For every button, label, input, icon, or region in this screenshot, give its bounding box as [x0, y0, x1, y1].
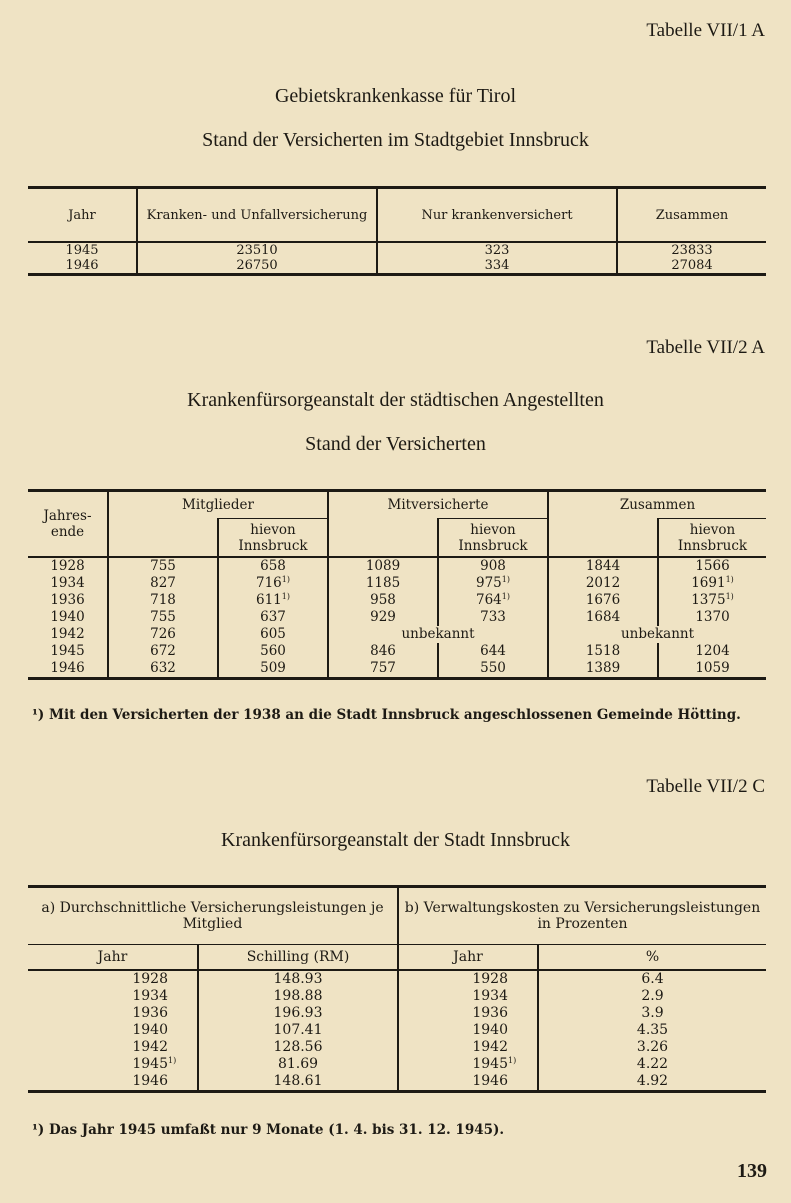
t3-year-b: 1940	[472, 1022, 508, 1038]
t2-cell: 1375$^{1)}$	[658, 592, 766, 609]
t3-cell: 2.9	[538, 988, 766, 1005]
t2-header-hievon-1: hievon Innsbruck	[218, 519, 328, 558]
t2-cell: 755	[150, 609, 176, 625]
t3-year-b: 1945	[472, 1056, 508, 1072]
t3-cell: 107.41	[198, 1022, 398, 1039]
table3-footnote: ¹) Das Jahr 1945 umfaßt nur 9 Monate (1. 4. bis 31. 12. 1945).	[32, 1122, 505, 1138]
table-row	[28, 988, 766, 1005]
table2-subtitle: Stand der Versicherten	[305, 433, 486, 455]
t1-cell: 23510	[137, 242, 377, 258]
t2-year: 1940	[28, 609, 108, 626]
t1-cell: 1945	[28, 242, 137, 258]
t2-cell: 1185	[365, 575, 401, 591]
table-row	[28, 592, 766, 609]
t3-year-b: 1936	[472, 1005, 508, 1021]
t1-cell: 323	[377, 242, 617, 258]
t2-year: 1946	[28, 660, 108, 679]
t3-header-b: b) Verwaltungskosten zu Versicherungsleistungen in Prozenten	[404, 900, 761, 932]
t3-header-a: a) Durchschnittliche Versicherungsleistungen je Mitglied	[28, 887, 398, 945]
t2-unknown: unbekannt	[328, 626, 548, 643]
t2-cell: 637	[218, 609, 328, 626]
table2-title: Krankenfürsorgeanstalt der städtischen Angestellten	[187, 389, 604, 411]
t2-year: 1936	[28, 592, 108, 609]
t2-cell: 716$^{1)}$	[218, 575, 328, 592]
t2-cell: 1676	[585, 592, 621, 608]
t2-cell: 733	[438, 609, 548, 626]
t3-cell: 4.92	[538, 1073, 766, 1092]
t2-header-mitversicherte: Mitversicherte	[328, 491, 548, 519]
t2-cell: 632	[150, 660, 176, 676]
t2-header-hievon-2: hievon Innsbruck	[438, 519, 548, 558]
table1-title: Gebietskrankenkasse für Tirol	[274, 85, 517, 107]
t3-header-jahr-a: Jahr	[28, 945, 198, 971]
t2-header-year: Jahres-ende	[28, 491, 108, 558]
t2-header-blank	[328, 519, 438, 558]
t2-cell: 1089	[365, 558, 401, 574]
t2-cell: 718	[150, 592, 176, 608]
table-row	[28, 242, 766, 258]
t3-year-a: 1942	[132, 1039, 168, 1055]
table2-label: Tabelle VII/2 A	[646, 337, 765, 358]
t2-cell: 757	[370, 660, 396, 676]
t2-cell: 1518	[585, 643, 621, 659]
t2-header-hievon-3: hievon Innsbruck	[658, 519, 766, 558]
t3-cell: 4.22	[538, 1056, 766, 1073]
t2-cell: 1204	[658, 643, 766, 660]
t2-cell: 1370	[658, 609, 766, 626]
t1-cell: 23833	[671, 243, 713, 258]
t3-year-a: 1946	[132, 1073, 168, 1089]
t2-cell: 672	[150, 643, 176, 659]
t3-cell: 148.61	[198, 1073, 398, 1092]
table-row	[28, 557, 766, 575]
t3-cell: 6.4	[538, 970, 766, 988]
t2-unknown: unbekannt	[620, 626, 695, 642]
t3-year-b: 1946	[472, 1073, 508, 1089]
t1-header-nur-kranken: Nur krankenversichert	[377, 188, 617, 243]
t3-year-b: 1934	[472, 988, 508, 1004]
t3-cell: 128.56	[198, 1039, 398, 1056]
t2-cell: 2012	[585, 575, 621, 591]
table1-subtitle: Stand der Versicherten im Stadtgebiet Innsbruck	[202, 129, 589, 151]
t2-cell: 509	[218, 660, 328, 679]
table-row	[28, 1073, 766, 1092]
t2-cell: 755	[150, 558, 176, 574]
table-row	[28, 1039, 766, 1056]
t2-year: 1942	[28, 626, 108, 643]
t3-cell: 196.93	[198, 1005, 398, 1022]
table3-title: Krankenfürsorgeanstalt der Stadt Innsbruck	[221, 829, 570, 851]
t2-year: 1928	[28, 557, 108, 575]
t2-cell: 846	[370, 643, 396, 659]
t2-cell: 958	[370, 592, 396, 608]
t2-cell: 827	[150, 575, 176, 591]
t3-year-a: 1945	[132, 1056, 168, 1072]
t2-cell: 764$^{1)}$	[438, 592, 548, 609]
t2-cell: 1059	[658, 660, 766, 679]
t1-cell: 334	[377, 258, 617, 275]
t2-cell: 658	[218, 557, 328, 575]
t3-header-jahr-b: Jahr	[398, 945, 538, 971]
t2-header-mitglieder: Mitglieder	[108, 491, 328, 519]
t1-header-kranken-unfall: Kranken- und Unfallversicherung	[137, 188, 377, 243]
table1-label: Tabelle VII/1 A	[646, 20, 765, 41]
table1	[28, 186, 766, 276]
table-row	[28, 1022, 766, 1039]
table2-footnote: ¹) Mit den Versicherten der 1938 an die Stadt Innsbruck angeschlossenen Gemeinde Hötting.	[32, 707, 741, 723]
t3-year-a: 1940	[132, 1022, 168, 1038]
table-row	[28, 970, 766, 988]
t2-cell: 1684	[585, 609, 621, 625]
table3	[28, 885, 766, 1093]
table3-label: Tabelle VII/2 C	[646, 776, 765, 797]
t1-cell: 1946	[28, 258, 137, 275]
t2-cell: 1691$^{1)}$	[658, 575, 766, 592]
t2-cell: 1566	[658, 557, 766, 575]
t2-cell: 726	[150, 626, 176, 642]
t2-year: 1934	[28, 575, 108, 592]
t1-cell: 26750	[137, 258, 377, 275]
t1-header-zusammen: Zusammen	[617, 188, 766, 243]
table-row	[28, 575, 766, 592]
t1-header-year: Jahr	[28, 188, 137, 243]
t2-cell: 908	[438, 557, 548, 575]
t2-cell: 644	[438, 643, 548, 660]
t3-cell: 3.26	[538, 1039, 766, 1056]
table2	[28, 489, 766, 680]
t2-header-blank	[548, 519, 658, 558]
t3-year-b: 1942	[472, 1039, 508, 1055]
table-row	[28, 660, 766, 679]
table-row	[28, 1005, 766, 1022]
t3-header-schilling: Schilling (RM)	[198, 945, 398, 971]
t3-year-a: 1936	[132, 1005, 168, 1021]
t2-cell: 975$^{1)}$	[438, 575, 548, 592]
t3-cell: 4.35	[538, 1022, 766, 1039]
t2-cell: 560	[218, 643, 328, 660]
t2-header-blank	[108, 519, 218, 558]
t2-cell: 1389	[585, 660, 621, 676]
t3-header-percent: %	[538, 945, 766, 971]
page-number: 139	[737, 1160, 767, 1182]
t2-cell: 605	[218, 626, 328, 643]
t1-cell: 27084	[671, 258, 713, 273]
t2-cell: 611$^{1)}$	[218, 592, 328, 609]
t3-year-a: 1928	[132, 971, 168, 987]
t2-cell: 929	[370, 609, 396, 625]
t2-cell: 1844	[585, 558, 621, 574]
t2-year: 1945	[28, 643, 108, 660]
t3-cell: 3.9	[538, 1005, 766, 1022]
t3-cell: 198.88	[198, 988, 398, 1005]
t2-header-zusammen: Zusammen	[619, 497, 696, 513]
t3-year-b: 1928	[472, 971, 508, 987]
t3-year-a: 1934	[132, 988, 168, 1004]
table-row: 1945 $^{1)}$ 81.69 1945 $^{1)}$ 4.22	[28, 1056, 766, 1073]
table-row	[28, 258, 766, 275]
t3-cell: 81.69	[198, 1056, 398, 1073]
t2-cell: 550	[438, 660, 548, 679]
table-row	[28, 626, 766, 643]
t3-cell: 148.93	[198, 970, 398, 988]
table-row	[28, 609, 766, 626]
table-row	[28, 643, 766, 660]
